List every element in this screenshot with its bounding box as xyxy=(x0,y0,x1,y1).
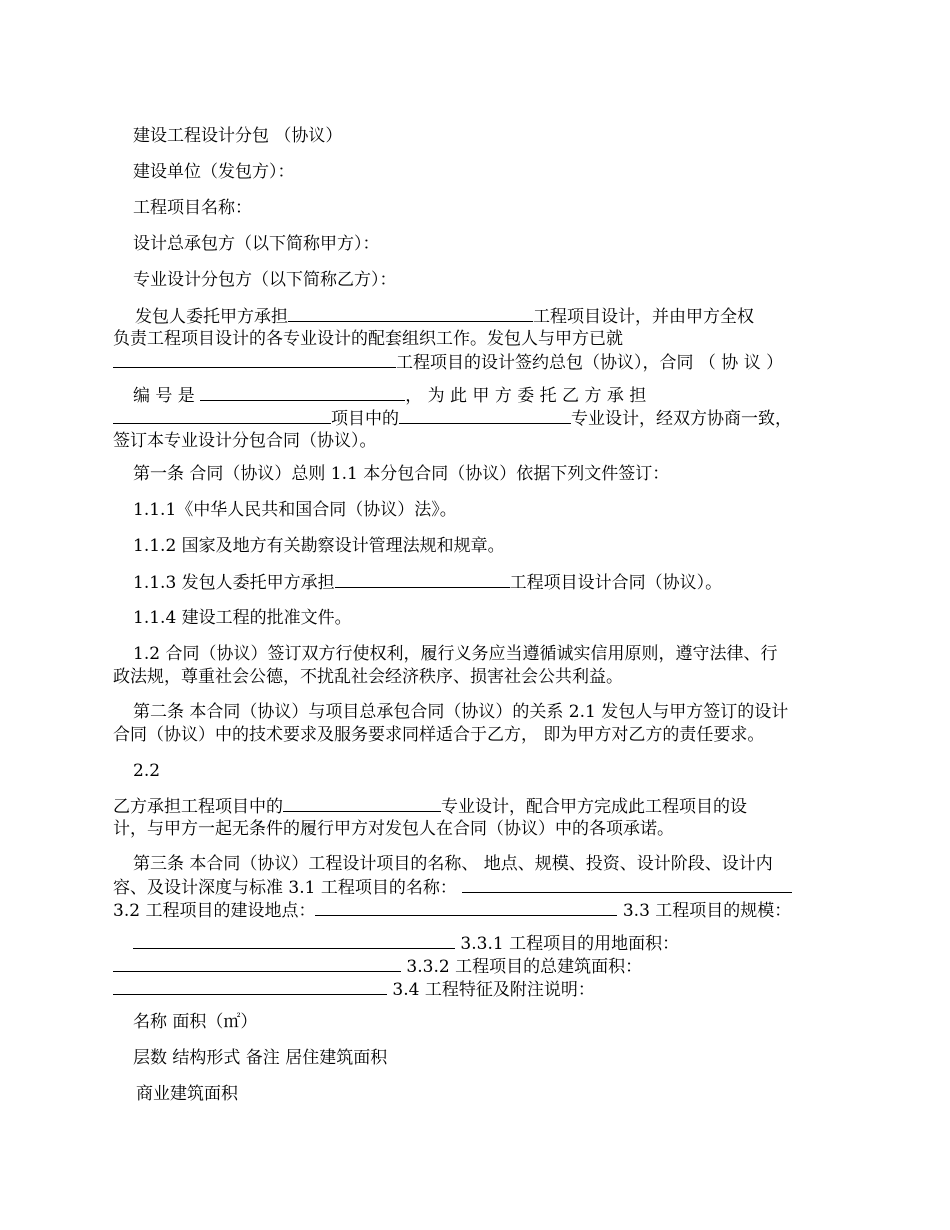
item-2-2-number: 2.2 xyxy=(133,761,161,781)
item-2-2-line-2: 计，与甲方一起无条件的履行甲方对发包人在合同（协议）中的各项承诺。 xyxy=(113,819,674,839)
item-1-2-line-1: 1.2 合同（协议）签订双方行使权利，履行义务应当遵循诚实信用原则，遵守法律、行 xyxy=(133,644,778,664)
preamble-text: 专业设计，经双方协商一致， xyxy=(571,409,792,429)
preamble-text: 工程项目的设计签约总包（协议），合同 （ 协 议 ） xyxy=(396,353,784,373)
preamble-text: 编 号 是 xyxy=(133,386,195,406)
preamble-text: 工程项目设计，并由甲方全权 xyxy=(533,307,754,327)
item-2-2-line-1 xyxy=(113,795,838,819)
employer-line: 建设单位（发包方）： xyxy=(133,162,295,182)
preamble-line-2: 负责工程项目设计的各专业设计的配套组织工作。发包人与甲方已就 xyxy=(113,329,623,349)
item-1-2-line-2: 政法规，尊重社会公德，不扰乱社会经济秩序、损害社会公共利益。 xyxy=(113,667,623,687)
item-1-1-2: 1.1.2 国家及地方有关勘察设计管理法规和规章。 xyxy=(133,536,505,556)
table-row: 商业建筑面积 xyxy=(136,1084,238,1104)
preamble-line-1 xyxy=(113,305,838,329)
blank-field xyxy=(113,407,331,424)
article-2-line-1: 第二条 本合同（协议）与项目总承包合同（协议）的关系 2.1 发包人与甲方签订的设计 xyxy=(133,702,789,722)
item-1-1-3 xyxy=(113,571,858,595)
table-header-2: 层数 结构形式 备注 居住建筑面积 xyxy=(133,1048,388,1068)
blank-field xyxy=(113,351,396,368)
project-name-line: 工程项目名称： xyxy=(133,198,252,218)
preamble-text: 发包人委托甲方承担 xyxy=(135,307,288,327)
article-text: 3.3 工程项目的规模： xyxy=(622,901,792,921)
blank-field xyxy=(113,955,401,972)
item-text: 1.1.3 发包人委托甲方承担 xyxy=(133,573,335,593)
item-text: 乙方承担工程项目中的 xyxy=(113,797,283,817)
preamble-text: ， 为 此 甲 方 委 托 乙 方 承 担 xyxy=(405,386,647,406)
blank-field xyxy=(200,384,405,401)
article-2-line-2: 合同（协议）中的技术要求及服务要求同样适合于乙方， 即为甲方对乙方的责任要求。 xyxy=(113,725,765,745)
article-3-line-2 xyxy=(113,876,838,900)
party-b-line: 专业设计分包方（以下简称乙方）： xyxy=(133,270,397,290)
scale-text: 3.3.1 工程项目的用地面积： xyxy=(460,934,680,954)
blank-field xyxy=(283,795,441,812)
scale-line-1 xyxy=(113,932,838,956)
item-text: 工程项目设计合同（协议）。 xyxy=(509,573,723,593)
blank-field xyxy=(462,876,792,893)
item-1-1-1: 1.1.1《中华人民共和国合同（协议）法》。 xyxy=(133,500,457,520)
blank-field xyxy=(113,978,387,995)
scale-text: 3.3.2 工程项目的总建筑面积： xyxy=(406,957,643,977)
scale-line-3 xyxy=(113,978,838,1002)
document-title: 建设工程设计分包 （协议） xyxy=(133,126,343,146)
blank-field xyxy=(399,407,571,424)
blank-field xyxy=(288,305,533,322)
article-3-line-3 xyxy=(113,899,838,923)
blank-field xyxy=(133,932,455,949)
item-text: 专业设计，配合甲方完成此工程项目的设 xyxy=(441,797,747,817)
article-3-line-1: 第三条 本合同（协议）工程设计项目的名称、 地点、规模、投资、设计阶段、设计内 xyxy=(133,854,773,874)
article-text: 容、及设计深度与标准 3.1 工程项目的名称： xyxy=(113,878,457,898)
article-text: 3.2 工程项目的建设地点： xyxy=(113,901,316,921)
preamble-text: 项目中的 xyxy=(331,409,399,429)
blank-field xyxy=(335,571,510,588)
preamble-line-3 xyxy=(113,351,838,375)
item-1-1-4: 1.1.4 建设工程的批准文件。 xyxy=(133,608,352,628)
preamble-line-4 xyxy=(113,384,678,408)
scale-text: 3.4 工程特征及附注说明： xyxy=(392,980,595,1000)
preamble-line-6: 签订本专业设计分包合同（协议）。 xyxy=(113,431,377,451)
preamble-line-5 xyxy=(113,407,838,431)
article-1: 第一条 合同（协议）总则 1.1 本分包合同（协议）依据下列文件签订： xyxy=(133,464,670,484)
table-header-1: 名称 面积（㎡） xyxy=(133,1012,258,1032)
party-a-line: 设计总承包方（以下简称甲方）： xyxy=(133,234,380,254)
scale-line-2 xyxy=(113,955,838,979)
blank-field xyxy=(315,899,617,916)
